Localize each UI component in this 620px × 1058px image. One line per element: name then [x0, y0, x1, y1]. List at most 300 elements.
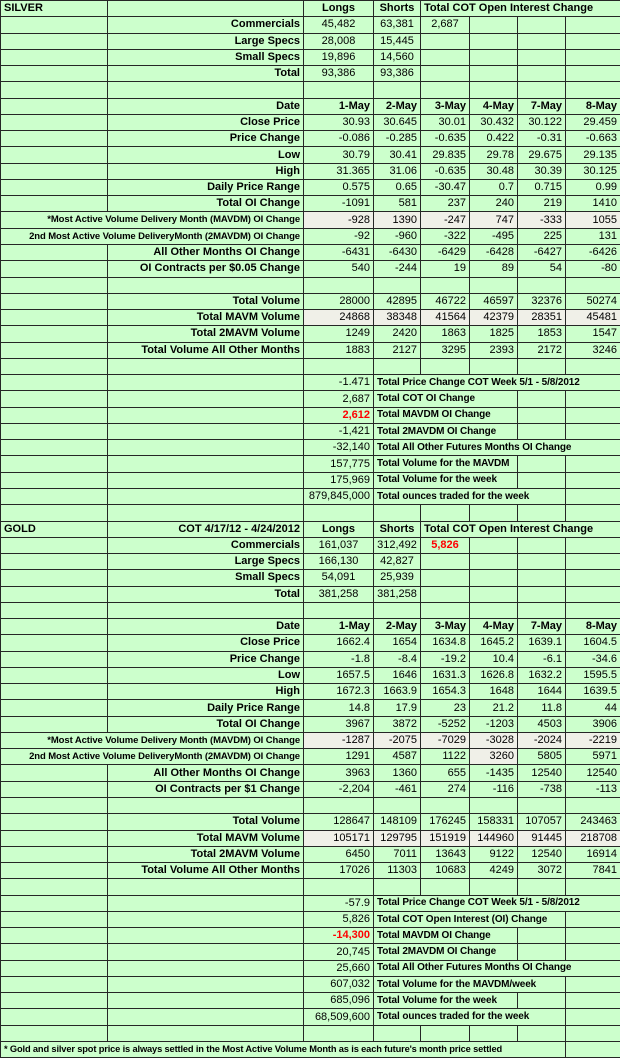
empty-cell	[304, 1025, 374, 1041]
empty-cell	[374, 277, 421, 293]
value-cell	[421, 33, 470, 49]
column-header-date: 8-May	[566, 98, 620, 114]
row-label: Daily Price Range	[108, 179, 304, 195]
empty-cell	[421, 82, 470, 98]
column-header-date: 1-May	[304, 619, 374, 635]
value-cell: 161,037	[304, 537, 374, 553]
value-cell: 1604.5	[566, 635, 620, 651]
value-cell: 3906	[566, 716, 620, 732]
empty-cell	[108, 993, 304, 1009]
empty-cell	[566, 1042, 620, 1058]
value-cell: 32376	[518, 293, 566, 309]
value-cell: 19	[421, 261, 470, 277]
value-cell: 3967	[304, 716, 374, 732]
value-cell: 1654	[374, 635, 421, 651]
empty-cell	[518, 17, 566, 33]
empty-cell	[518, 570, 566, 586]
value-cell: 0.575	[304, 179, 374, 195]
empty-cell	[421, 277, 470, 293]
empty-cell	[1, 814, 108, 830]
cot-row	[1, 586, 620, 602]
empty-cell	[1, 407, 108, 423]
empty-cell	[566, 66, 620, 82]
empty-cell	[108, 440, 304, 456]
value-cell: -30.47	[421, 179, 470, 195]
row-label: Date	[108, 98, 304, 114]
empty-cell	[304, 879, 374, 895]
value-cell: -6428	[470, 244, 518, 260]
value-cell: 1626.8	[470, 667, 518, 683]
footnote-row	[1, 1042, 620, 1058]
summary-value: 175,969	[304, 472, 374, 488]
value-cell: 91445	[518, 830, 566, 846]
empty-cell	[518, 554, 566, 570]
summary-row	[1, 895, 620, 911]
value-cell: 4249	[470, 863, 518, 879]
value-cell: 381,258	[304, 586, 374, 602]
cot-header-row	[1, 521, 620, 537]
value-cell: 240	[470, 196, 518, 212]
value-cell: -247	[421, 212, 470, 228]
empty-cell	[421, 602, 470, 618]
value-cell: -928	[304, 212, 374, 228]
column-header-date: 4-May	[470, 619, 518, 635]
cot-row	[1, 66, 620, 82]
empty-cell	[1, 98, 108, 114]
value-cell: 31.06	[374, 163, 421, 179]
empty-cell	[566, 944, 620, 960]
value-cell: 218708	[566, 830, 620, 846]
empty-cell	[518, 993, 566, 1009]
empty-cell	[566, 423, 620, 439]
value-cell: -34.6	[566, 651, 620, 667]
blank-row	[1, 505, 620, 521]
value-cell: 17.9	[374, 700, 421, 716]
value-cell: 581	[374, 196, 421, 212]
row-label: All Other Months OI Change	[108, 765, 304, 781]
value-cell: -6430	[374, 244, 421, 260]
empty-cell	[1, 586, 108, 602]
empty-cell	[374, 358, 421, 374]
empty-cell	[566, 472, 620, 488]
row-label: Close Price	[108, 635, 304, 651]
summary-row	[1, 456, 620, 472]
summary-value: 607,032	[304, 976, 374, 992]
empty-cell	[1, 798, 108, 814]
empty-cell	[470, 66, 518, 82]
empty-cell	[518, 66, 566, 82]
empty-cell	[470, 537, 518, 553]
empty-cell	[1, 244, 108, 260]
cot-header-row	[1, 1, 620, 17]
volume-row	[1, 326, 620, 342]
summary-row	[1, 488, 620, 504]
column-header-date: 3-May	[421, 98, 470, 114]
empty-cell	[1, 976, 108, 992]
value-cell: -0.635	[421, 163, 470, 179]
empty-cell	[470, 82, 518, 98]
empty-cell	[1, 781, 108, 797]
empty-cell	[566, 456, 620, 472]
summary-value: 157,775	[304, 456, 374, 472]
empty-cell	[1, 505, 108, 521]
value-cell: 23	[421, 700, 470, 716]
summary-row	[1, 440, 620, 456]
value-cell: 29.675	[518, 147, 566, 163]
summary-value: 5,826	[304, 911, 374, 927]
row-label: Commercials	[108, 537, 304, 553]
value-cell: -333	[518, 212, 566, 228]
empty-cell	[1, 684, 108, 700]
empty-cell	[566, 407, 620, 423]
value-cell: 1291	[304, 749, 374, 765]
value-cell: 2127	[374, 342, 421, 358]
value-cell: 1672.3	[304, 684, 374, 700]
row-label: Price Change	[108, 131, 304, 147]
summary-row	[1, 407, 620, 423]
empty-cell	[518, 928, 566, 944]
empty-cell	[1, 49, 108, 65]
empty-cell	[108, 456, 304, 472]
empty-cell	[374, 602, 421, 618]
empty-cell	[1, 846, 108, 862]
empty-cell	[518, 472, 566, 488]
cot-row	[1, 49, 620, 65]
summary-row	[1, 1009, 620, 1025]
empty-cell	[566, 602, 620, 618]
daily-row	[1, 196, 620, 212]
blank-row	[1, 277, 620, 293]
cot-row	[1, 17, 620, 33]
value-cell: 30.645	[374, 114, 421, 130]
row-label: Date	[108, 619, 304, 635]
summary-value: 2,687	[304, 391, 374, 407]
daily-row	[1, 163, 620, 179]
row-label: Total 2MAVM Volume	[108, 846, 304, 862]
empty-cell	[108, 488, 304, 504]
empty-cell	[470, 1025, 518, 1041]
value-cell: 3872	[374, 716, 421, 732]
summary-label: Total 2MAVDM OI Change	[374, 423, 518, 439]
sheet-body	[1, 1, 620, 1058]
value-cell: -2075	[374, 732, 421, 748]
empty-cell	[108, 960, 304, 976]
value-cell: 0.7	[470, 179, 518, 195]
value-cell: 107057	[518, 814, 566, 830]
empty-cell	[1, 261, 108, 277]
empty-cell	[304, 277, 374, 293]
value-cell: 6450	[304, 846, 374, 862]
empty-cell	[470, 505, 518, 521]
row-label: Small Specs	[108, 570, 304, 586]
volume-row	[1, 342, 620, 358]
cot-row	[1, 33, 620, 49]
column-header-date: 8-May	[566, 619, 620, 635]
value-cell: -322	[421, 228, 470, 244]
summary-label: Total 2MAVDM OI Change	[374, 944, 518, 960]
empty-cell	[1, 310, 108, 326]
value-cell: -3028	[470, 732, 518, 748]
empty-cell	[108, 358, 304, 374]
summary-value: 20,745	[304, 944, 374, 960]
daily-row	[1, 749, 620, 765]
empty-cell	[1, 619, 108, 635]
value-cell: -960	[374, 228, 421, 244]
column-header-date: 7-May	[518, 98, 566, 114]
empty-cell	[566, 554, 620, 570]
row-label: Total	[108, 66, 304, 82]
value-cell: 3295	[421, 342, 470, 358]
value-cell: 1883	[304, 342, 374, 358]
summary-label: Total COT OI Change	[374, 391, 518, 407]
value-cell: -0.663	[566, 131, 620, 147]
summary-value: -1,421	[304, 423, 374, 439]
value-cell: 151919	[421, 830, 470, 846]
section-title: SILVER	[1, 1, 108, 17]
value-cell: 5,826	[421, 537, 470, 553]
value-cell: -0.086	[304, 131, 374, 147]
empty-cell	[108, 1025, 304, 1041]
value-cell: 7841	[566, 863, 620, 879]
value-cell: -80	[566, 261, 620, 277]
volume-row	[1, 814, 620, 830]
daily-row	[1, 114, 620, 130]
empty-cell	[1, 423, 108, 439]
value-cell: 29.135	[566, 147, 620, 163]
value-cell: 4503	[518, 716, 566, 732]
daily-row	[1, 261, 620, 277]
value-cell: 30.39	[518, 163, 566, 179]
value-cell: 44	[566, 700, 620, 716]
row-label: Price Change	[108, 651, 304, 667]
row-label: High	[108, 163, 304, 179]
value-cell: -7029	[421, 732, 470, 748]
date-header-row	[1, 619, 620, 635]
value-cell: -5252	[421, 716, 470, 732]
daily-row	[1, 700, 620, 716]
value-cell: 30.41	[374, 147, 421, 163]
summary-value: 25,660	[304, 960, 374, 976]
empty-cell	[1, 700, 108, 716]
empty-cell	[1, 391, 108, 407]
empty-cell	[1, 17, 108, 33]
empty-cell	[1, 960, 108, 976]
empty-cell	[108, 375, 304, 391]
empty-cell	[108, 928, 304, 944]
value-cell: 219	[518, 196, 566, 212]
value-cell: 1654.3	[421, 684, 470, 700]
value-cell: 2,687	[421, 17, 470, 33]
empty-cell	[108, 879, 304, 895]
value-cell: 166,130	[304, 554, 374, 570]
volume-row	[1, 863, 620, 879]
value-cell: 1662.4	[304, 635, 374, 651]
value-cell: 5971	[566, 749, 620, 765]
empty-cell	[108, 602, 304, 618]
empty-cell	[518, 944, 566, 960]
volume-row	[1, 310, 620, 326]
value-cell: 38348	[374, 310, 421, 326]
empty-cell	[1, 488, 108, 504]
summary-row	[1, 960, 620, 976]
empty-cell	[108, 1009, 304, 1025]
column-header-oi-change: Total COT Open Interest Change	[421, 521, 620, 537]
empty-cell	[518, 423, 566, 439]
empty-cell	[1, 944, 108, 960]
value-cell: -0.31	[518, 131, 566, 147]
empty-cell	[518, 879, 566, 895]
summary-row	[1, 472, 620, 488]
value-cell: 12540	[566, 765, 620, 781]
empty-cell	[421, 505, 470, 521]
blank-row	[1, 879, 620, 895]
value-cell: -6426	[566, 244, 620, 260]
value-cell: 45,482	[304, 17, 374, 33]
empty-cell	[374, 505, 421, 521]
value-cell: 1631.3	[421, 667, 470, 683]
empty-cell	[470, 17, 518, 33]
value-cell: -92	[304, 228, 374, 244]
row-label: 2nd Most Active Volume DeliveryMonth (2MAVDM) OI Change	[1, 228, 304, 244]
value-cell: 15,445	[374, 33, 421, 49]
empty-cell	[1, 716, 108, 732]
value-cell: 1055	[566, 212, 620, 228]
value-cell: 0.99	[566, 179, 620, 195]
value-cell: 89	[470, 261, 518, 277]
row-label: *Most Active Volume Delivery Month (MAVDM) OI Change	[1, 212, 304, 228]
value-cell: -1091	[304, 196, 374, 212]
value-cell: 42379	[470, 310, 518, 326]
empty-cell	[566, 391, 620, 407]
summary-row	[1, 944, 620, 960]
value-cell: 29.78	[470, 147, 518, 163]
value-cell: 381,258	[374, 586, 421, 602]
empty-cell	[1, 895, 108, 911]
value-cell: 0.422	[470, 131, 518, 147]
value-cell: 46722	[421, 293, 470, 309]
summary-value: -32,140	[304, 440, 374, 456]
summary-value: -1.471	[304, 375, 374, 391]
daily-row	[1, 131, 620, 147]
column-header-date: 2-May	[374, 98, 421, 114]
row-label: Total Volume All Other Months	[108, 863, 304, 879]
value-cell: 54,091	[304, 570, 374, 586]
value-cell: 243463	[566, 814, 620, 830]
empty-cell	[566, 798, 620, 814]
empty-cell	[108, 423, 304, 439]
daily-row	[1, 244, 620, 260]
value-cell: 1825	[470, 326, 518, 342]
empty-cell	[1, 993, 108, 1009]
section-title: GOLD	[1, 521, 108, 537]
value-cell: 50274	[566, 293, 620, 309]
empty-cell	[374, 879, 421, 895]
column-header-longs: Longs	[304, 1, 374, 17]
value-cell: 1632.2	[518, 667, 566, 683]
value-cell: 13643	[421, 846, 470, 862]
empty-cell	[566, 928, 620, 944]
column-header-longs: Longs	[304, 521, 374, 537]
value-cell: 747	[470, 212, 518, 228]
date-header-row	[1, 98, 620, 114]
cot-row	[1, 570, 620, 586]
empty-cell	[518, 358, 566, 374]
empty-cell	[566, 488, 620, 504]
value-cell	[421, 570, 470, 586]
value-cell: 29.835	[421, 147, 470, 163]
daily-row	[1, 732, 620, 748]
empty-cell	[518, 602, 566, 618]
row-label: Total Volume	[108, 814, 304, 830]
empty-cell	[108, 944, 304, 960]
value-cell: 1360	[374, 765, 421, 781]
value-cell: 7011	[374, 846, 421, 862]
value-cell: 24868	[304, 310, 374, 326]
value-cell	[421, 49, 470, 65]
volume-row	[1, 846, 620, 862]
value-cell: 1410	[566, 196, 620, 212]
column-header-date: 1-May	[304, 98, 374, 114]
empty-cell	[566, 586, 620, 602]
empty-cell	[1, 293, 108, 309]
empty-cell	[566, 570, 620, 586]
value-cell: 12540	[518, 846, 566, 862]
summary-label: Total Volume for the MAVDM/week	[374, 976, 566, 992]
empty-cell	[108, 798, 304, 814]
value-cell	[421, 554, 470, 570]
empty-cell	[470, 798, 518, 814]
value-cell: 2420	[374, 326, 421, 342]
empty-cell	[566, 505, 620, 521]
empty-cell	[374, 1025, 421, 1041]
empty-cell	[1, 537, 108, 553]
value-cell: 46597	[470, 293, 518, 309]
value-cell: 4587	[374, 749, 421, 765]
empty-cell	[1, 375, 108, 391]
value-cell: 9122	[470, 846, 518, 862]
empty-cell	[518, 49, 566, 65]
empty-cell	[108, 277, 304, 293]
summary-row	[1, 391, 620, 407]
value-cell: 21.2	[470, 700, 518, 716]
value-cell: 274	[421, 781, 470, 797]
value-cell	[421, 586, 470, 602]
summary-value: 685,096	[304, 993, 374, 1009]
empty-cell	[518, 586, 566, 602]
row-label: OI Contracts per $1 Change	[108, 781, 304, 797]
value-cell: 42895	[374, 293, 421, 309]
row-label: All Other Months OI Change	[108, 244, 304, 260]
row-label: Total	[108, 586, 304, 602]
empty-cell	[518, 505, 566, 521]
empty-cell	[470, 277, 518, 293]
row-label: Total 2MAVM Volume	[108, 326, 304, 342]
value-cell: 1863	[421, 326, 470, 342]
value-cell: 93,386	[304, 66, 374, 82]
value-cell: 63,381	[374, 17, 421, 33]
row-label: OI Contracts per $0.05 Change	[108, 261, 304, 277]
empty-cell	[304, 358, 374, 374]
empty-cell	[566, 879, 620, 895]
empty-cell	[1, 114, 108, 130]
value-cell: 31.365	[304, 163, 374, 179]
value-cell: -6.1	[518, 651, 566, 667]
empty-cell	[304, 82, 374, 98]
empty-cell	[374, 798, 421, 814]
value-cell: -6431	[304, 244, 374, 260]
empty-cell	[1, 179, 108, 195]
value-cell: -113	[566, 781, 620, 797]
